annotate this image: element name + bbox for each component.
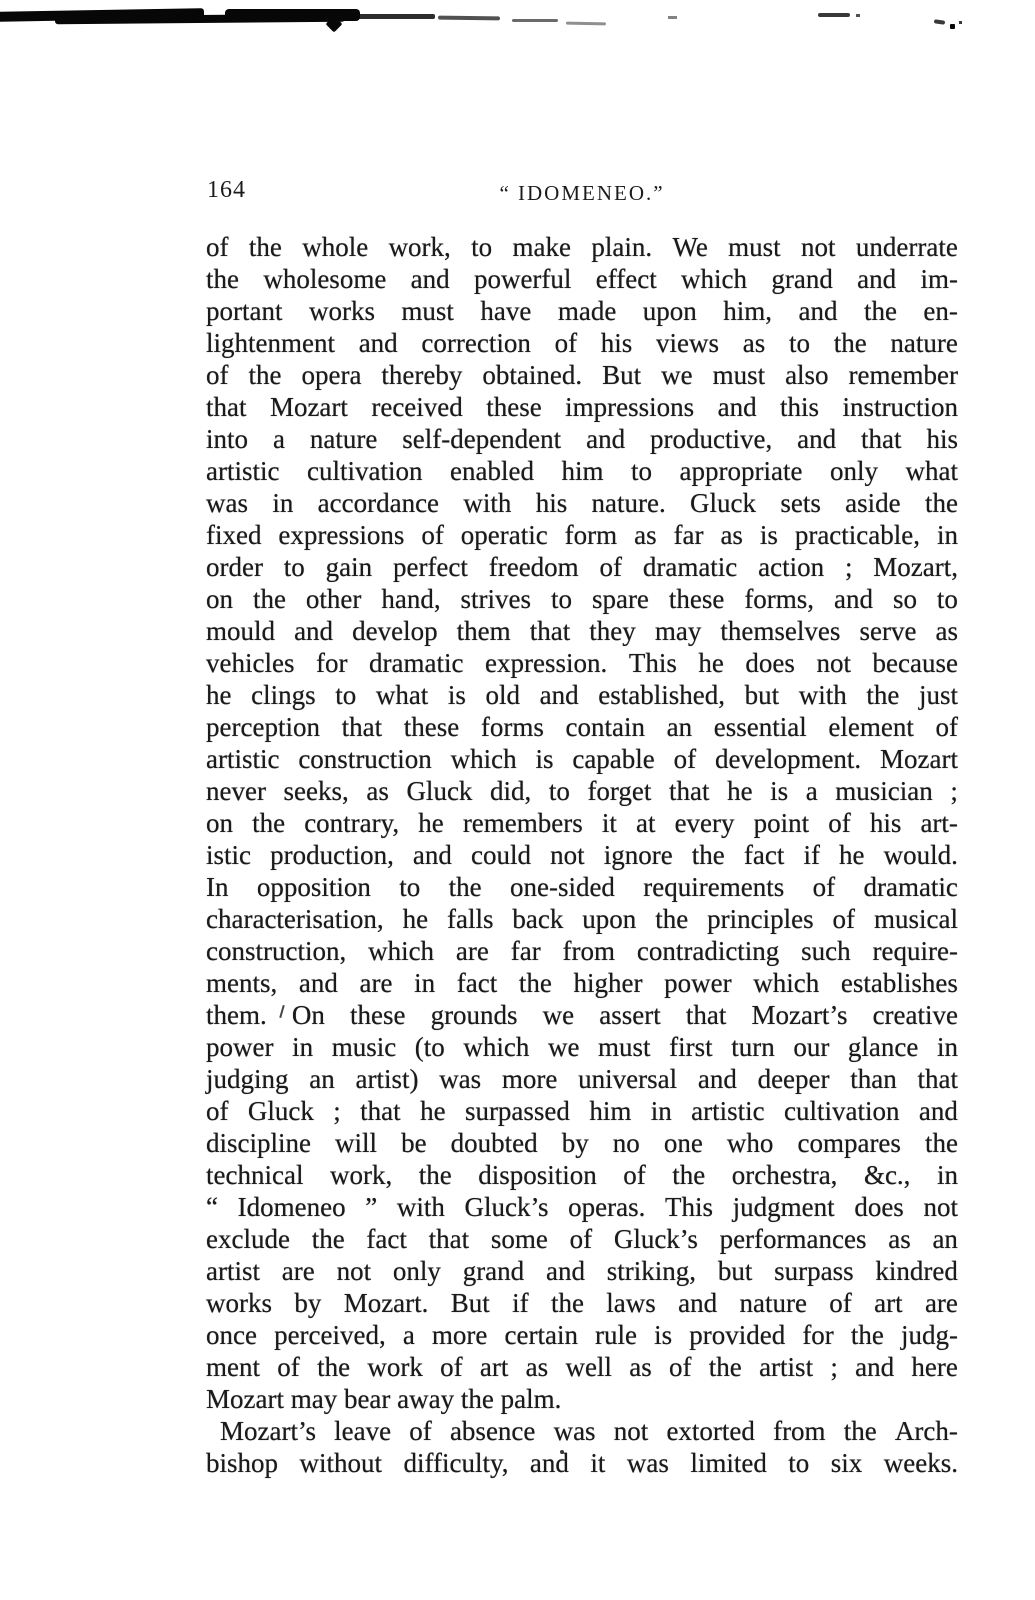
text-line: judging an artist) was more universal and deeper than that [206, 1064, 958, 1094]
text-line: exclude the fact that some of Gluck’s performances as an [206, 1224, 958, 1254]
text-line: ment of the work of art as well as of the artist ; and here [206, 1352, 958, 1382]
scan-smudge [225, 9, 360, 21]
text-line: Mozart may bear away the palm. [206, 1384, 562, 1414]
text-line: ments, and are in fact the higher power which establishes [206, 968, 958, 998]
text-line: was in accordance with his nature. Gluck sets aside the [206, 488, 958, 518]
text-line: works by Mozart. But if the laws and nature of art are [206, 1288, 958, 1318]
text-line: of Gluck ; that he surpassed him in artistic cultivation and [206, 1096, 958, 1126]
text-line: construction, which are far from contradicting such require- [206, 936, 958, 966]
text-line: order to gain perfect freedom of dramatic action ; Mozart, [206, 552, 958, 582]
text-line: discipline will be doubted by no one who compares the [206, 1128, 958, 1158]
scan-smudge [438, 16, 500, 21]
text-line: power in music (to which we must first turn our glance in [206, 1032, 958, 1062]
text-line: characterisation, he falls back upon the principles of musical [206, 904, 958, 934]
text-line: “ Idomeneo ” with Gluck’s operas. This judgment does not [206, 1192, 958, 1222]
text-line: into a nature self-dependent and productive, and that his [206, 424, 958, 454]
scan-smudge [856, 14, 860, 17]
page-number: 164 [207, 177, 246, 203]
scan-smudge [566, 22, 606, 26]
text-line: once perceived, a more certain rule is provided for the judg- [206, 1320, 958, 1350]
text-line: the wholesome and powerful effect which grand and im- [206, 264, 958, 294]
text-line: artist are not only grand and striking, but surpass kindred [206, 1256, 958, 1286]
body-text [206, 231, 958, 1479]
text-line: technical work, the disposition of the orchestra, &c., in [206, 1160, 958, 1190]
text-line: on the contrary, he remembers it at every point of his art- [206, 808, 958, 838]
text-line: bishop without difficulty, and it was limited to six weeks. [206, 1448, 958, 1478]
running-head: “ IDOMENEO.” [499, 181, 665, 205]
text-line: lightenment and correction of his views as to the nature [206, 328, 958, 358]
text-line: Mozart’s leave of absence was not extorted from the Arch- [220, 1416, 958, 1446]
text-line: never seeks, as Gluck did, to forget that he is a musician ; [206, 776, 958, 806]
text-line: of the whole work, to make plain. We must not underrate [206, 232, 958, 262]
scan-smudge [818, 13, 850, 17]
text-line: that Mozart received these impressions and this instruction [206, 392, 958, 422]
scan-smudge [934, 19, 945, 24]
text-line: of the opera thereby obtained. But we must also remember [206, 360, 958, 390]
text-line: on the other hand, strives to spare these forms, and so to [206, 584, 958, 614]
text-line: vehicles for dramatic expression. This he does not because [206, 648, 958, 678]
scan-smudge [959, 21, 962, 24]
text-line: he clings to what is old and established, but with the just [206, 680, 958, 710]
text-line: mould and develop them that they may themselves serve as [206, 616, 958, 646]
scan-smudge [512, 19, 558, 22]
text-line: portant works must have made upon him, and the en- [206, 296, 958, 326]
text-line: fixed expressions of operatic form as far as is practicable, in [206, 520, 958, 550]
text-line: artistic cultivation enabled him to appropriate only what [206, 456, 958, 486]
text-line: them. On these grounds we assert that Mozart’s creative [206, 1000, 958, 1030]
scan-smudge [950, 24, 955, 29]
text-line: artistic construction which is capable of development. Mozart [206, 744, 958, 774]
text-line: perception that these forms contain an essential element of [206, 712, 958, 742]
text-line: istic production, and could not ignore the fact if he would. [206, 840, 958, 870]
scan-smudge [345, 14, 435, 19]
text-line: In opposition to the one-sided requirements of dramatic [206, 872, 958, 902]
scan-smudge [668, 16, 677, 19]
